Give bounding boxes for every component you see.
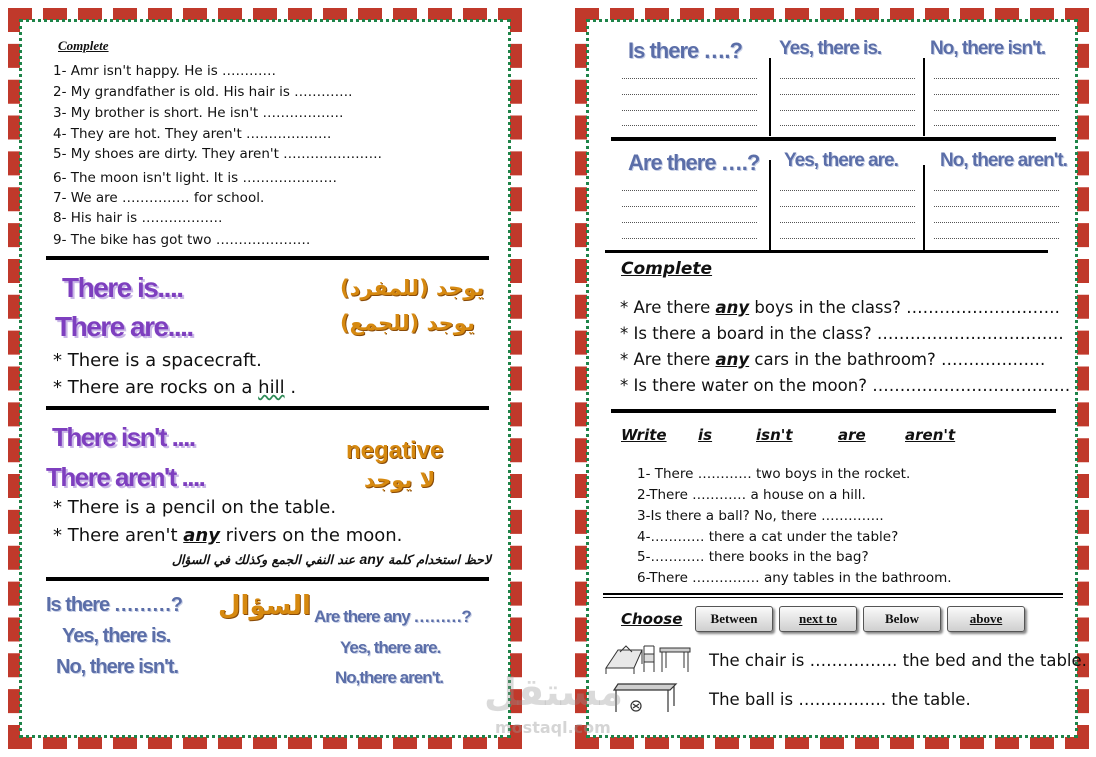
choice-below-button[interactable]: Below — [863, 606, 941, 632]
choose-sentence-2: The ball is ……………. the table. — [709, 690, 971, 709]
complete-title-right: Complete — [621, 259, 713, 279]
complete-q3 — [620, 350, 1045, 369]
list-item: 3-Is there a ball? No, there ………….. — [637, 508, 884, 524]
list-item: 8- His hair is ……………… — [53, 210, 223, 226]
list-item: 2- My grandfather is old. His hair is …………. — [53, 84, 353, 100]
divider — [611, 137, 1056, 141]
header-no-isnt: No, there isn't. — [930, 38, 1046, 59]
watermark-url: mostaql.com — [495, 718, 611, 737]
column-divider — [769, 58, 771, 136]
list-item: 9- The bike has got two ………………… — [53, 232, 311, 248]
example-rocks-text: * There are rocks on a — [53, 377, 259, 398]
choice-next-to-button[interactable]: next to — [779, 606, 857, 632]
divider — [603, 597, 1063, 598]
answer-yes-is: Yes, there is. — [62, 625, 171, 647]
header-is-there: Is there ….? — [628, 38, 742, 63]
arabic-question-label: السؤال — [218, 591, 311, 621]
answer-yes-are: Yes, there are. — [340, 638, 441, 657]
arabic-singular-label: يوجد (للمفرد) — [340, 276, 485, 300]
negative-label: negative — [346, 437, 444, 464]
header-are-there: Are there ….? — [628, 150, 760, 175]
question-are-there-any: Are there any ………? — [314, 607, 471, 626]
complete-q1 — [620, 298, 1060, 317]
header-yes-is: Yes, there is. — [779, 38, 882, 59]
list-item: 6-There …………… any tables in the bathroom. — [637, 570, 952, 586]
list-item: 1- There ………… two boys in the rocket. — [637, 466, 911, 482]
example-rocks-word: hill — [258, 377, 285, 398]
arabic-any-note — [155, 551, 491, 567]
column-divider — [769, 160, 771, 250]
arabic-note-part: لاحظ استخدام كلمة — [387, 552, 491, 567]
any-keyword: any — [715, 298, 750, 317]
divider — [46, 256, 489, 260]
arabic-plural-label: يوجد (للجمع) — [340, 311, 475, 335]
column-divider — [923, 165, 925, 250]
divider — [46, 577, 489, 581]
q-text: cars in the bathroom? ………………. — [749, 350, 1046, 369]
word-isnt: isn't — [756, 426, 793, 444]
example-rocks-end: . — [284, 377, 297, 398]
complete-q4: * Is there water on the moon? ……………………………… — [620, 376, 1071, 395]
answer-no-arent: No,there aren't. — [335, 668, 444, 687]
list-item: 3- My brother is short. He isn't ……………… — [53, 105, 344, 121]
list-item: 4-………… there a cat under the table? — [637, 529, 899, 545]
example-rivers-end: rivers on the moon. — [219, 525, 403, 546]
divider — [46, 406, 489, 410]
choose-sentence-1: The chair is ……………. the bed and the table. — [709, 651, 1087, 670]
arabic-negative-label: لا يوجد — [364, 468, 436, 492]
list-item: 6- The moon isn't light. It is ………………… — [53, 170, 337, 186]
header-no-arent: No, there aren't. — [940, 150, 1067, 171]
complete-title: Complete — [58, 38, 109, 53]
choice-between-button[interactable]: Between — [695, 606, 773, 632]
complete-q2: * Is there a board in the class? ……………………………. — [620, 324, 1064, 343]
list-item: 1- Amr isn't happy. He is ………… — [53, 63, 277, 79]
arabic-note-any: any — [359, 551, 384, 567]
example-rocks — [53, 377, 296, 398]
list-item: 2-There ………… a house on a hill. — [637, 487, 866, 503]
word-is: is — [698, 426, 713, 444]
example-rivers-text: * There aren't — [53, 525, 184, 546]
q-text: * Are there — [620, 350, 716, 369]
choose-title: Choose — [621, 610, 683, 628]
watermark-logo: مستقل — [484, 670, 623, 714]
column-divider — [923, 58, 925, 136]
list-item: 7- We are …………… for school. — [53, 190, 265, 206]
arabic-note-part: عند النفي الجمع وكذلك في السؤال — [171, 552, 356, 567]
example-rivers — [53, 525, 402, 546]
word-arent: aren't — [905, 426, 956, 444]
any-keyword: any — [715, 350, 750, 369]
there-isnt-heading: There isn't .... — [52, 422, 195, 452]
q-text: boys in the class? ………………………. — [749, 298, 1060, 317]
header-yes-are: Yes, there are. — [784, 150, 898, 171]
question-is-there: Is there ………? — [46, 594, 182, 616]
there-is-heading: There is.... — [62, 272, 183, 303]
divider — [611, 409, 1056, 413]
choice-above-button[interactable]: above — [947, 606, 1025, 632]
any-keyword: any — [183, 525, 220, 546]
list-item: 5- My shoes are dirty. They aren't …………………. — [53, 146, 382, 162]
list-item: 5-………… there books in the bag? — [637, 549, 869, 565]
word-are: are — [838, 426, 866, 444]
there-are-heading: There are.... — [55, 311, 193, 342]
write-title: Write — [621, 426, 667, 444]
example-spacecraft: * There is a spacecraft. — [53, 350, 262, 371]
divider — [603, 593, 1063, 595]
there-arent-heading: There aren't .... — [46, 462, 205, 492]
example-pencil: * There is a pencil on the table. — [53, 497, 337, 518]
answer-no-isnt: No, there isn't. — [56, 656, 179, 678]
divider — [605, 250, 1048, 253]
list-item: 4- They are hot. They aren't ………………. — [53, 126, 332, 142]
q-text: * Are there — [620, 298, 716, 317]
